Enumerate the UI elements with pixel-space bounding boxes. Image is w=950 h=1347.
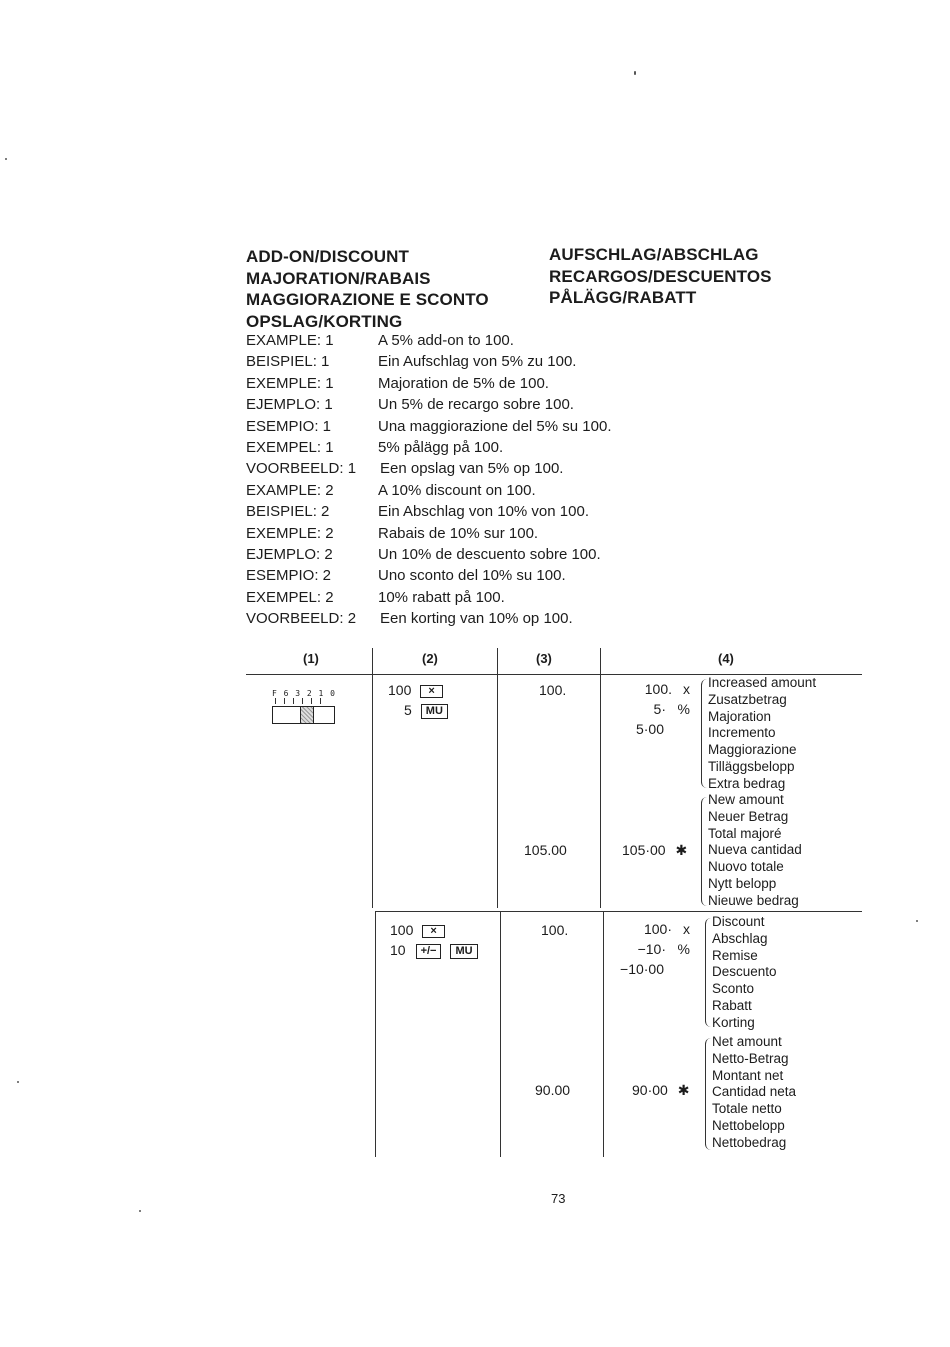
heading-line: MAJORATION/RABAIS	[246, 268, 431, 288]
example-row	[246, 437, 666, 458]
key-entry: 100 ×	[390, 920, 478, 940]
example-label: EXAMPLE: 1	[246, 332, 334, 349]
column-header-4: (4)	[718, 651, 734, 666]
scan-speck	[634, 71, 636, 75]
description-list	[708, 792, 802, 910]
print-line: 5· %	[653, 701, 690, 717]
column-header-3: (3)	[536, 651, 552, 666]
plus-minus-key-icon: +/−	[416, 944, 442, 959]
example-text: Een opslag van 5% op 100.	[380, 460, 564, 478]
example-row	[246, 587, 666, 608]
scan-speck	[139, 1210, 141, 1212]
selector-slider	[272, 706, 335, 724]
example-label: EJEMPLO: 1	[246, 396, 333, 414]
example-text: Majoration de 5% de 100.	[378, 374, 549, 392]
description-list	[712, 914, 777, 1032]
example-text: Ein Aufschlag von 5% zu 100.	[378, 353, 577, 371]
description-line: Totale netto	[712, 1101, 782, 1117]
table-rule	[375, 911, 862, 912]
scan-speck	[17, 1081, 19, 1083]
example-row	[246, 565, 666, 586]
description-line: Total majoré	[708, 825, 782, 841]
example-label: VOORBEELD: 1	[246, 460, 357, 478]
print-total-block1: 105·00 ✱	[622, 842, 688, 858]
heading-line: OPSLAG/KORTING	[246, 311, 403, 331]
example-label: VOORBEELD: 2	[246, 610, 357, 628]
description-line: Majoration	[708, 708, 772, 724]
mu-key-icon: MU	[450, 944, 477, 959]
description-list	[712, 1034, 796, 1152]
total-star-icon: ✱	[677, 1082, 690, 1098]
print-line: −10· %	[637, 941, 690, 957]
scan-speck	[5, 158, 7, 160]
description-line: Montant net	[712, 1067, 784, 1083]
description-line: Nettobedrag	[712, 1134, 787, 1150]
example-label: ESEMPIO: 1	[246, 417, 332, 435]
description-line: Tilläggsbelopp	[708, 758, 795, 774]
example-text: 5% pålägg på 100.	[378, 439, 504, 457]
example-text: Una maggiorazione del 5% su 100.	[378, 417, 612, 435]
example-row	[246, 544, 666, 565]
selector-digits: F 6 3 2 1 0	[272, 689, 336, 698]
example-row	[246, 373, 666, 394]
description-line: Nieuwe bedrag	[708, 892, 799, 908]
example-row	[246, 458, 666, 479]
example-label: BEISPIEL: 1	[246, 353, 330, 371]
print-line: 100. x	[644, 681, 690, 697]
example-text: Uno sconto del 10% su 100.	[378, 567, 566, 585]
example-row	[246, 501, 666, 522]
description-line: Increased amount	[708, 675, 817, 690]
example-label: EXEMPLE: 1	[246, 374, 334, 392]
example-text: Un 5% de recargo sobre 100.	[378, 396, 574, 414]
column-divider	[375, 911, 376, 1157]
example-row	[246, 416, 666, 437]
example-label: EXEMPEL: 2	[246, 588, 334, 606]
example-label: EXAMPLE: 2	[246, 481, 334, 499]
display-value: 105.00	[524, 842, 567, 858]
display-value: 100.	[541, 922, 569, 938]
description-line: New amount	[708, 792, 784, 807]
heading-left	[246, 246, 489, 332]
print-lines-block1	[622, 679, 690, 739]
column-header-2: (2)	[422, 651, 438, 666]
column-divider	[603, 911, 604, 1157]
heading-line: RECARGOS/DESCUENTOS	[549, 266, 772, 286]
print-lines-block2	[612, 919, 690, 979]
example-row	[246, 394, 666, 415]
print-line: −10·00	[620, 961, 664, 977]
example-text: Un 10% de descuento sobre 100.	[378, 546, 601, 564]
example-text: Ein Abschlag von 10% von 100.	[378, 503, 589, 521]
description-line: Remise	[712, 947, 758, 963]
brace-icon	[705, 1038, 712, 1150]
description-line: Nytt belopp	[708, 875, 777, 891]
example-row	[246, 351, 666, 372]
brace-icon	[701, 679, 708, 788]
key-entries-block1	[388, 680, 448, 720]
description-line: Neuer Betrag	[708, 808, 789, 824]
example-label: BEISPIEL: 2	[246, 503, 330, 521]
example-text: Een korting van 10% op 100.	[380, 610, 573, 628]
description-line: Incremento	[708, 725, 776, 741]
description-line: Nueva cantidad	[708, 842, 802, 858]
column-divider	[500, 911, 501, 1157]
description-line: Net amount	[712, 1034, 782, 1049]
example-text: Rabais de 10% sur 100.	[378, 524, 539, 542]
selector-ticks	[275, 698, 336, 704]
key-entry: 10 +/− MU	[390, 940, 478, 960]
description-line: Extra bedrag	[708, 775, 786, 791]
column-divider	[600, 648, 601, 908]
example-text: A 5% add-on to 100.	[378, 332, 514, 349]
description-line: Netto-Betrag	[712, 1050, 789, 1066]
example-row	[246, 480, 666, 501]
example-row	[246, 330, 666, 351]
print-line: 5·00	[635, 721, 664, 737]
key-entry: 100 ×	[388, 680, 448, 700]
display-value: 90.00	[535, 1082, 571, 1098]
description-list	[708, 675, 816, 793]
example-label: ESEMPIO: 2	[246, 567, 332, 585]
multiply-key-icon: ×	[422, 925, 444, 938]
description-line: Descuento	[712, 964, 777, 980]
page-number: 73	[551, 1191, 566, 1206]
multiply-key-icon: ×	[420, 685, 442, 698]
description-line: Rabatt	[712, 997, 752, 1013]
brace-icon	[701, 797, 708, 906]
heading-right	[549, 244, 772, 309]
description-line: Nettobelopp	[712, 1117, 785, 1133]
key-entries-block2	[390, 920, 478, 960]
brace-icon	[705, 918, 712, 1027]
scan-speck	[916, 920, 918, 922]
key-entry: 5 MU	[388, 700, 448, 720]
example-label: EXEMPEL: 1	[246, 439, 334, 457]
example-row	[246, 608, 666, 629]
print-line: 100· x	[643, 921, 690, 937]
description-line: Nuovo totale	[708, 859, 784, 875]
mu-key-icon: MU	[421, 704, 448, 719]
description-line: Discount	[712, 914, 765, 929]
description-line: Zusatzbetrag	[708, 691, 787, 707]
selector-knob	[300, 707, 314, 723]
description-line: Cantidad neta	[712, 1084, 797, 1100]
example-text: A 10% discount on 100.	[378, 481, 536, 499]
description-line: Korting	[712, 1014, 755, 1030]
example-list	[246, 330, 666, 630]
description-line: Abschlag	[712, 930, 768, 946]
example-row	[246, 523, 666, 544]
column-header-1: (1)	[303, 651, 319, 666]
decimal-selector-diagram	[272, 689, 336, 724]
total-star-icon: ✱	[675, 842, 688, 858]
heading-line: AUFSCHLAG/ABSCHLAG	[549, 245, 759, 264]
print-total-block2: 90·00 ✱	[632, 1082, 690, 1098]
heading-line: MAGGIORAZIONE E SCONTO	[246, 290, 489, 309]
description-line: Sconto	[712, 981, 755, 997]
example-label: EJEMPLO: 2	[246, 546, 333, 564]
example-text: 10% rabatt på 100.	[378, 588, 505, 606]
column-divider	[372, 648, 373, 908]
heading-line: PÅLÄGG/RABATT	[549, 288, 697, 307]
description-line: Maggiorazione	[708, 742, 797, 758]
column-divider	[497, 648, 498, 908]
heading-line: ADD-ON/DISCOUNT	[246, 247, 409, 266]
display-value: 100.	[539, 682, 567, 698]
example-label: EXEMPLE: 2	[246, 524, 334, 542]
